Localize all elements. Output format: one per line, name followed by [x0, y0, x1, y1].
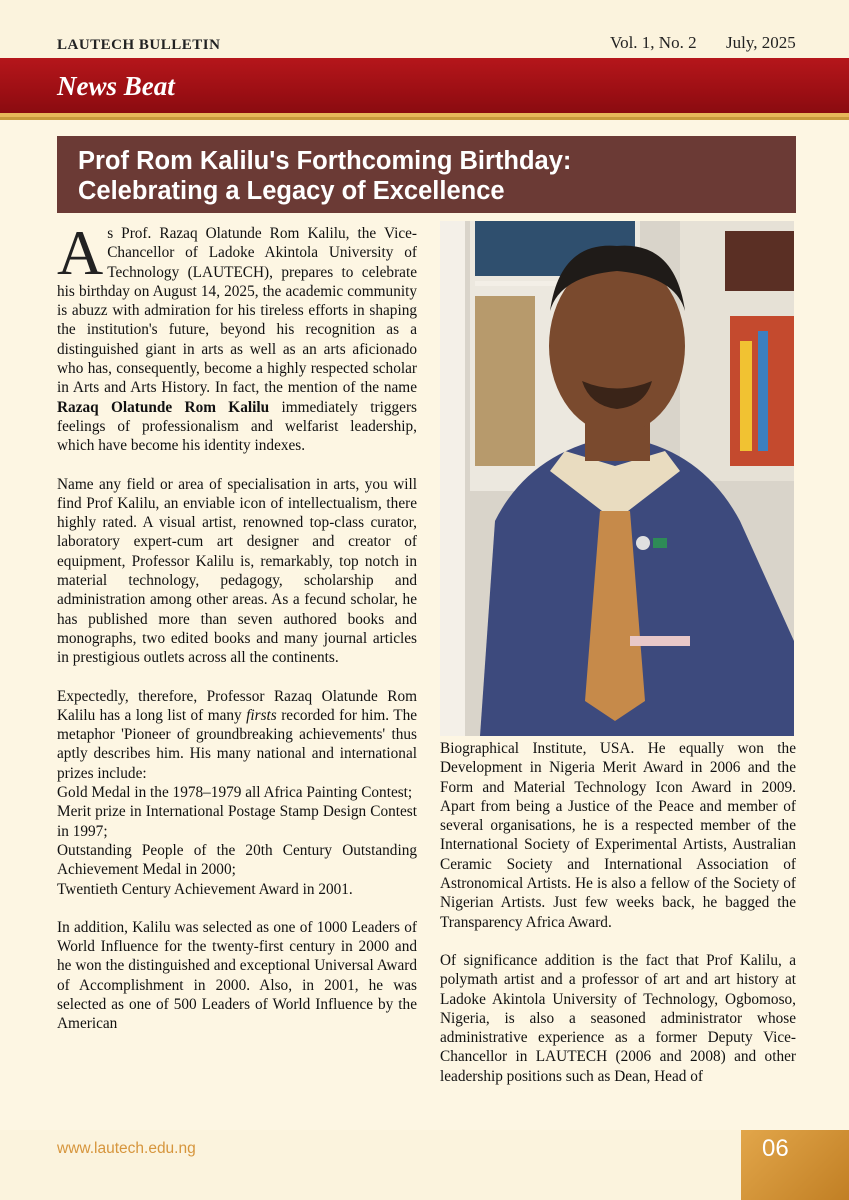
website-link[interactable]: www.lautech.edu.ng [57, 1140, 196, 1157]
paragraph-intro [57, 217, 418, 456]
volume-number: Vol. 1, No. 2 [610, 33, 697, 52]
firsts-text: Expectedly, therefore, Professor Razaq Olatunde Rom Kalilu has a long list of many [57, 687, 417, 724]
issue-date: July, 2025 [726, 33, 796, 52]
prize-item: Merit prize in International Postage Stamp Design Contest in 1997; [57, 803, 417, 840]
banner-gold-stripe-lower [0, 117, 849, 120]
page-number-box [741, 1130, 849, 1200]
portrait-photo [440, 221, 794, 736]
page-number: 06 [762, 1135, 789, 1162]
drop-cap: A [57, 217, 104, 288]
name-highlight: Razaq Olatunde Rom Kalilu [57, 398, 270, 416]
publication-name: LAUTECH BULLETIN [57, 37, 221, 53]
prize-item: Gold Medal in the 1978–1979 all Africa Painting Contest; [57, 784, 413, 802]
intro-text: s Prof. Razaq Olatunde Rom Kalilu, the Vice-Chancellor of Ladoke Akintola University of Technology (LAUTECH), prepares to celebrate his birthday on August 14, 2025, the academic community is abuzz with admiration for his tireless efforts in shaping the institution's future, beyond his recognition as a distinguished giant in arts as well as an arts aficionado who has, consequently, become a highly respected scholar in Arts and Arts History. In fact, the mention of the name [57, 225, 417, 397]
headline-line-1: Prof Rom Kalilu's Forthcoming Birthday: [78, 147, 572, 175]
paragraph-administrator: Of significance addition is the fact that Prof Kalilu, a polymath artist and a professor of art and art history at Ladoke Akintola University of Technology, Ogbomoso, Nigeria, is also a seasoned administrator whose administrative experience as a former Deputy Vice-Chancellor in LAUTECH (2006 and 2008) and other leadership positions such as Dean, Head of [440, 951, 796, 1085]
intro-text-end: immediately triggers feelings of professionalism and welfarist leadership, which have become his identity indexes. [57, 398, 418, 455]
left-column [57, 217, 418, 1034]
prize-item: Outstanding People of the 20th Century Outstanding Achievement Medal in 2000; [57, 841, 417, 879]
paragraph-leaders: In addition, Kalilu was selected as one of 1000 Leaders of World Influence for the twenty-first century in 2000 and he won the distinguished and exceptional Universal Award of Accomplishment in 2000. Also, in 2001, he was selected as one of 500 Leaders of World Influence by the American [57, 918, 417, 1033]
firsts-text-end: recorded for him. The metaphor 'Pioneer of groundbreaking achievements' thus aptly describes him. His many national and international prizes include: [57, 706, 418, 782]
article-headline [78, 146, 788, 206]
prize-item: Twentieth Century Achievement Award in 2001. [57, 880, 353, 898]
paragraph-awards: Biographical Institute, USA. He equally won the Development in Nigeria Merit Award in 2006 and the Form and Material Technology Icon Award in 2009. Apart from being a Justice of the Peace and member of several organisations, he is a respected member of the International Society of Experimental Artists, Australian Ceramic Society and International Association of Astronomical Artists. He is also a fellow of the Society of Nigerian Artists. Just few weeks back, he bagged the Transparency Africa Award. [440, 740, 796, 931]
right-column [440, 739, 796, 1086]
headline-line-2: Celebrating a Legacy of Excellence [78, 177, 505, 205]
paragraph-firsts [57, 687, 417, 783]
paragraph-fields: Name any field or area of specialisation in arts, you will find Prof Kalilu, an enviable icon of intellectualism, there highly rated. A visual artist, renowned top-class curator, laboratory expert-cum art designer and creator of equipment, Professor Kalilu is, remarkably, top notch in material technology, pedagogy, scholarship and administration among other areas. As a fecund scholar, he has published more than seven authored books and monographs, two edited books and many journal articles in prestigious outlets across all the continents. [57, 475, 417, 667]
firsts-emphasis: firsts [246, 706, 277, 724]
section-title: News Beat [57, 71, 175, 101]
